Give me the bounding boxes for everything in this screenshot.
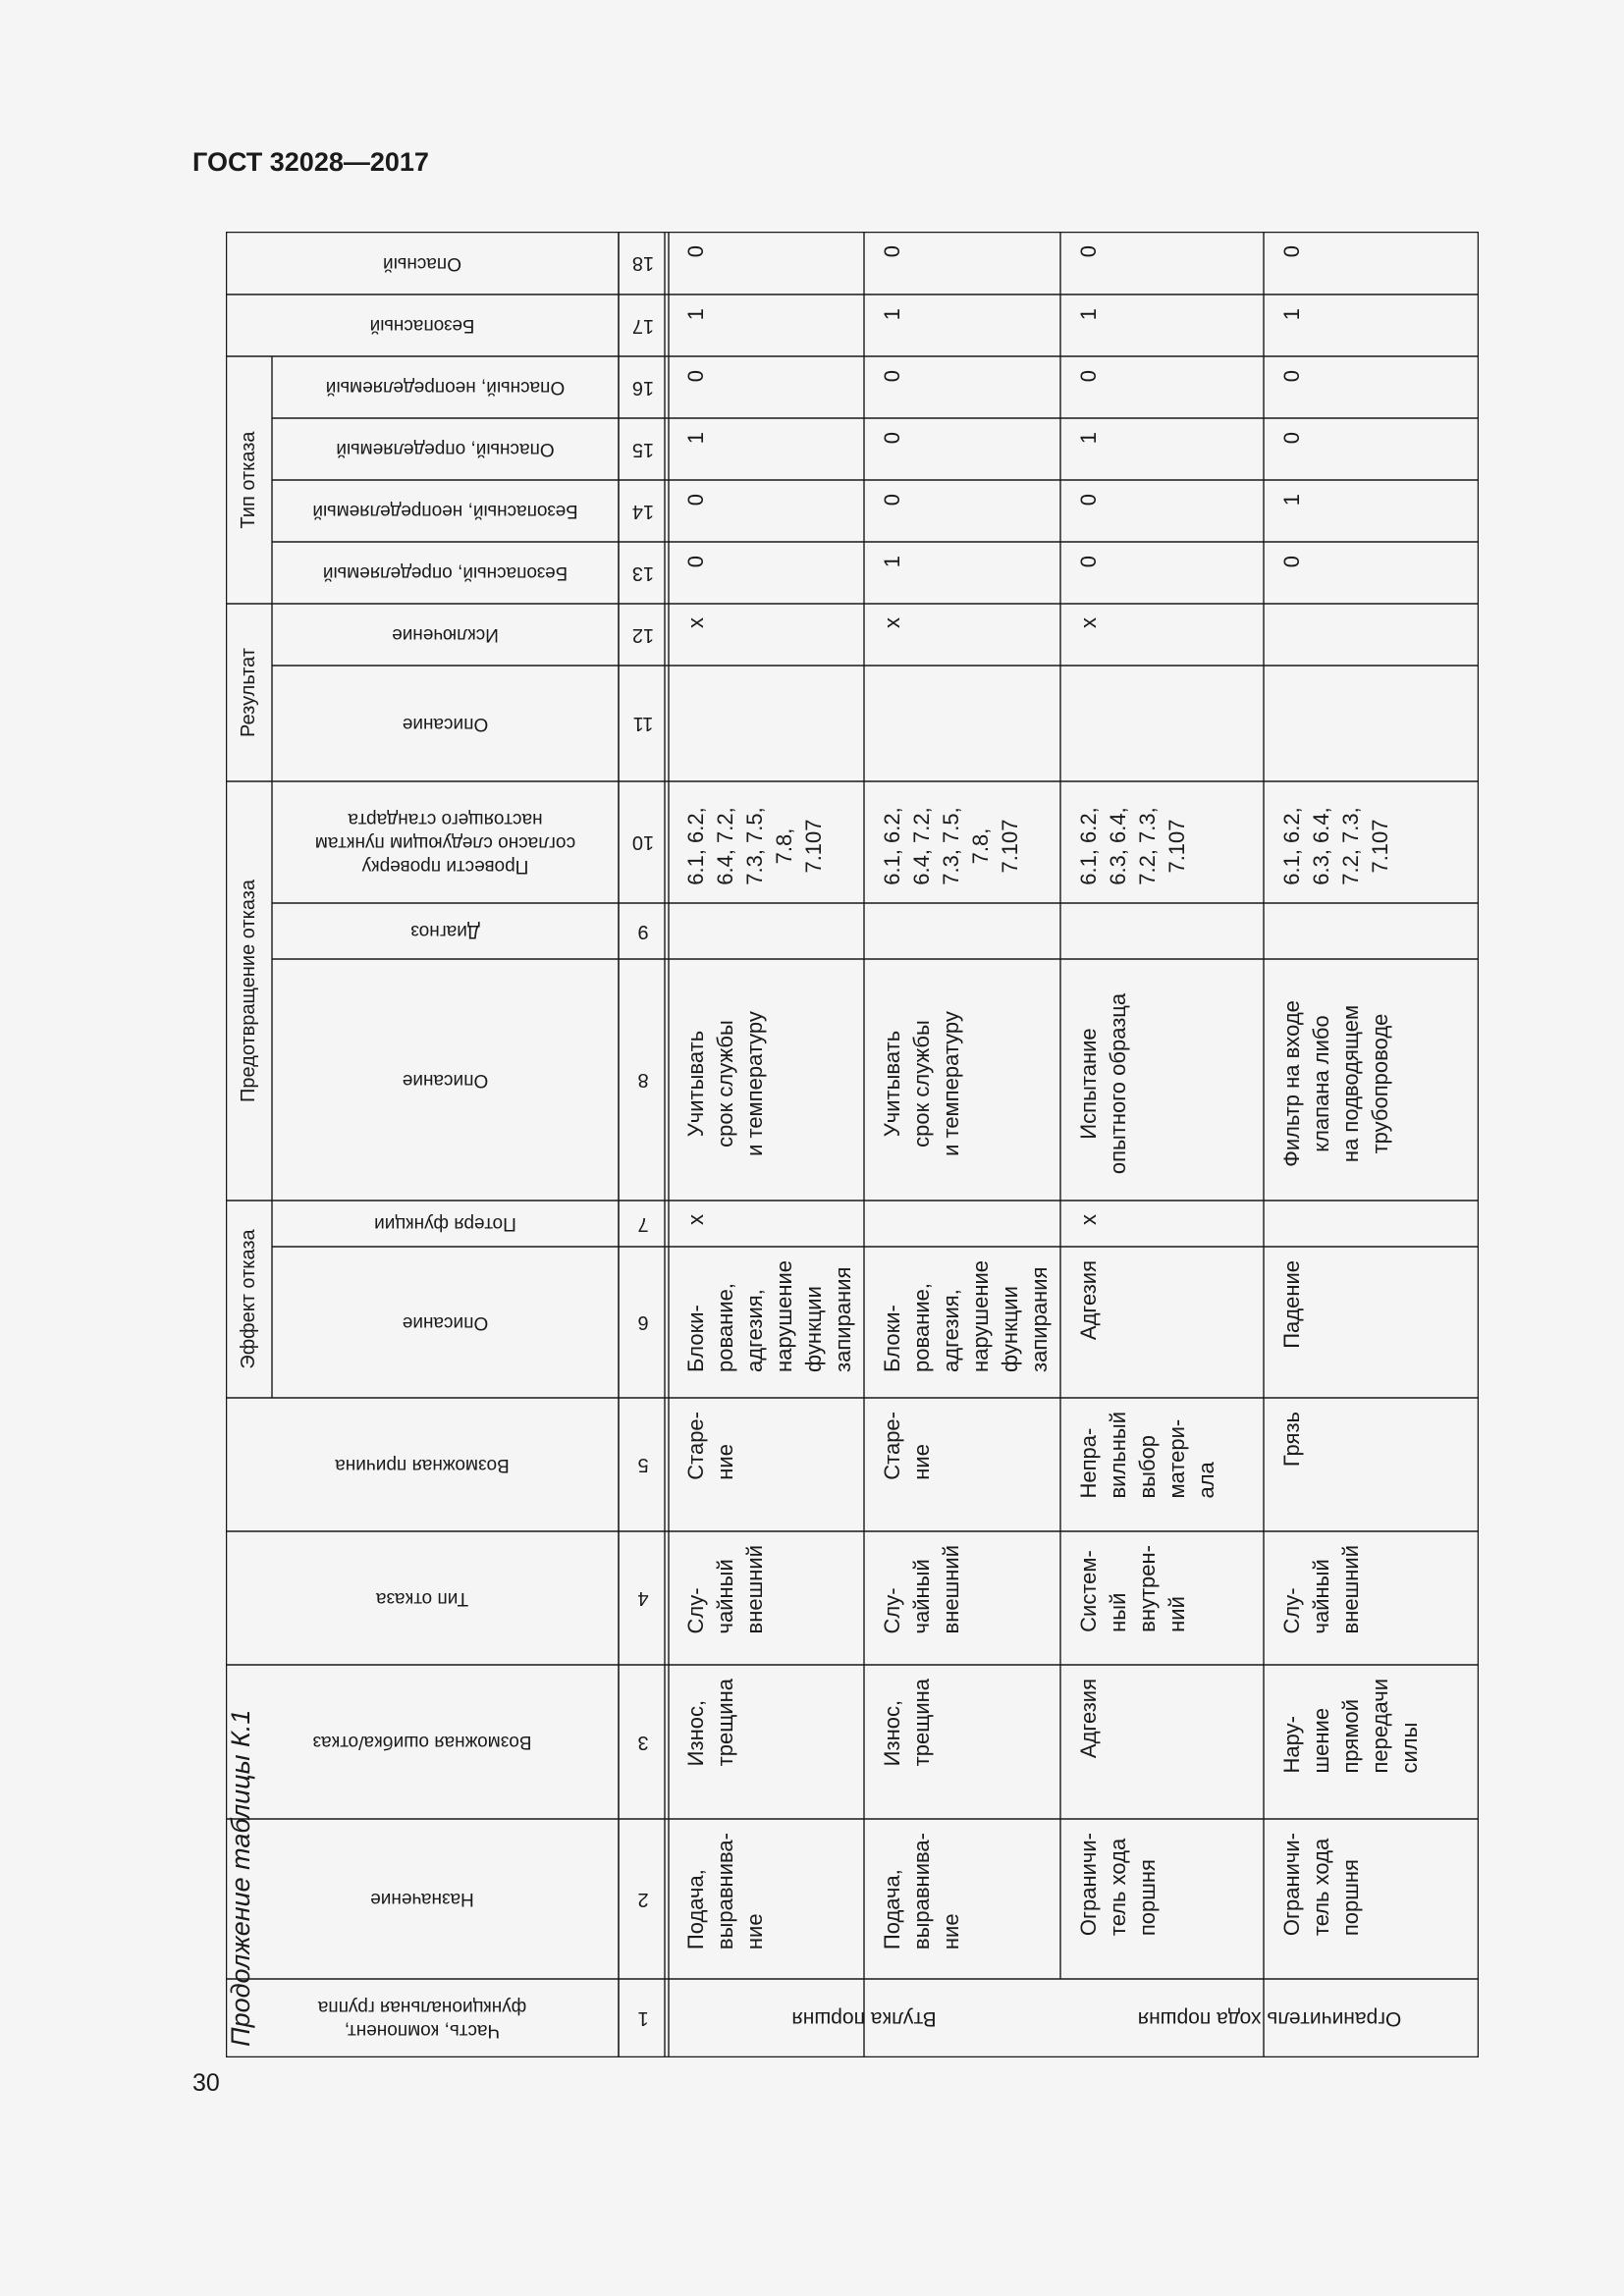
cell-text-c17: 1	[1076, 308, 1101, 321]
cell-rot-r0-c18	[668, 232, 864, 294]
cell-text-c4: Слу- чайный внешний	[880, 1545, 963, 1634]
cell-r0-c14	[668, 480, 864, 542]
cell-rot-r3-c6	[1264, 1247, 1479, 1398]
cell-r3-c9	[1264, 903, 1479, 959]
colnum-c15	[619, 418, 668, 480]
cell-rot-r0-c3	[668, 1665, 864, 1819]
header-label-c1: Часть, компонент, функциональная группа	[317, 1997, 527, 2041]
cell-rot-r3-c7	[1264, 1201, 1479, 1247]
cell-rot-r2-c5	[1060, 1398, 1264, 1531]
header-c15	[272, 418, 619, 480]
cell-text-c10: 6.1, 6.2, 6.4, 7.2, 7.3, 7.5, 7.8, 7.107	[880, 807, 1022, 885]
cell-rot-r1-c11	[864, 666, 1060, 781]
cell-r1-c7	[864, 1201, 1060, 1247]
cell-rot-r2-c2	[1060, 1819, 1264, 1979]
group-label-prevention: Предотвращение отказа	[238, 879, 259, 1103]
cell-text-c15: 0	[1279, 432, 1304, 445]
cell-r1-c10	[864, 781, 1060, 903]
cell-text-c2: Ограничи- тель хода поршня	[1279, 1833, 1363, 1937]
column-number-c10: 10	[631, 831, 655, 854]
cell-r2-c8	[1060, 959, 1264, 1201]
cell-r2-c7	[1060, 1201, 1264, 1247]
header-label-c10: Провести проверку согласно следующим пунктам настоящего стандарта	[314, 809, 576, 877]
cell-text-c17: 1	[880, 308, 904, 321]
cell-rot-r0-c17	[668, 294, 864, 356]
cell-r2-c5	[1060, 1398, 1264, 1531]
header-c2	[226, 1819, 619, 1979]
row-label-0: Втулка поршня	[791, 2007, 937, 2030]
header-c5	[226, 1398, 619, 1531]
header-label-c14: Безопасный, неопределяемый	[312, 501, 578, 522]
header-label-c3: Возможная ошибка/отказ	[312, 1732, 532, 1753]
cell-r2-c2	[1060, 1819, 1264, 1979]
colnum-c11	[619, 666, 668, 781]
cell-text-c4: Слу- чайный внешний	[683, 1545, 767, 1634]
cell-rot-r1-c15	[864, 418, 1060, 480]
header-c8	[272, 959, 619, 1201]
cell-rot-r3-c13	[1264, 542, 1479, 604]
header-label-c13: Безопасный, определяемый	[322, 562, 568, 584]
cell-r0-c8	[668, 959, 864, 1201]
cell-rot-r3-c9	[1264, 903, 1479, 959]
cell-r1-c8	[864, 959, 1060, 1201]
cell-r3-c11	[1264, 666, 1479, 781]
cell-text-c6: Блоки- рование, адгезия, нарушение функции запирания	[880, 1260, 1052, 1372]
header-label-c6: Описание	[402, 1311, 489, 1333]
cell-text-c4: Слу- чайный внешний	[1279, 1545, 1363, 1634]
cell-rot-r1-c18	[864, 232, 1060, 294]
cell-rot-r0-c2	[668, 1819, 864, 1979]
cell-rot-r0-c15	[668, 418, 864, 480]
cell-text-c2: Подача, выравнива- ние	[683, 1833, 767, 1950]
cell-r0-c9	[668, 903, 864, 959]
header-label-c7: Потеря функции	[374, 1213, 516, 1235]
column-number-c12: 12	[631, 624, 655, 646]
cell-rot-r3-c14	[1264, 480, 1479, 542]
cell-rot-r3-c2	[1264, 1819, 1479, 1979]
cell-rot-r1-c17	[864, 294, 1060, 356]
cell-rot-r3-c16	[1264, 356, 1479, 418]
cell-r0-c15	[668, 418, 864, 480]
cell-r0-c6	[668, 1247, 864, 1398]
cell-text-c3: Износ, трещина	[880, 1679, 934, 1767]
cell-rot-r3-c8	[1264, 959, 1479, 1201]
cell-text-c7: x	[683, 1214, 708, 1225]
colnum-c14	[619, 480, 668, 542]
cell-text-c15: 0	[880, 432, 904, 445]
cell-text-c3: Нару- шение прямой передачи силы	[1279, 1679, 1422, 1774]
cell-text-c12: x	[1076, 617, 1101, 628]
cell-rot-r0-c6	[668, 1247, 864, 1398]
cell-r1-c17	[864, 294, 1060, 356]
row-label-1: Ограничитель хода поршня	[1137, 2007, 1402, 2030]
cell-rot-r1-c13	[864, 542, 1060, 604]
row-label-cell-0	[668, 1979, 1060, 2057]
cell-rot-r1-c12	[864, 604, 1060, 666]
colnum-c13	[619, 542, 668, 604]
column-number-c3: 3	[637, 1732, 649, 1753]
cell-r3-c16	[1264, 356, 1479, 418]
cell-r0-c7	[668, 1201, 864, 1247]
cell-r2-c18	[1060, 232, 1264, 294]
colnum-c6	[619, 1247, 668, 1398]
cell-rot-r0-c12	[668, 604, 864, 666]
cell-text-c12: x	[683, 617, 708, 628]
cell-text-c18: 0	[880, 245, 904, 258]
cell-text-c17: 1	[683, 308, 708, 321]
document-header: ГОСТ 32028—2017	[192, 147, 429, 177]
failure-analysis-table	[226, 232, 1479, 2057]
column-number-c15: 15	[631, 439, 655, 460]
cell-r3-c7	[1264, 1201, 1479, 1247]
cell-text-c5: Грязь	[1279, 1412, 1304, 1468]
cell-r0-c17	[668, 294, 864, 356]
cell-r1-c5	[864, 1398, 1060, 1531]
cell-rot-r1-c6	[864, 1247, 1060, 1398]
cell-r1-c12	[864, 604, 1060, 666]
cell-r3-c8	[1264, 959, 1479, 1201]
column-number-c14: 14	[631, 501, 655, 522]
cell-text-c14: 0	[1076, 494, 1101, 507]
cell-text-c3: Износ, трещина	[683, 1679, 737, 1767]
header-label-c5: Возможная причина	[335, 1454, 510, 1475]
cell-text-c2: Подача, выравнива- ние	[880, 1833, 963, 1950]
cell-r3-c3	[1264, 1665, 1479, 1819]
cell-r0-c16	[668, 356, 864, 418]
cell-rot-r1-c8	[864, 959, 1060, 1201]
cell-rot-r1-c16	[864, 356, 1060, 418]
page-number: 30	[192, 2069, 220, 2097]
group-prevention	[226, 781, 272, 1201]
cell-rot-r1-c4	[864, 1531, 1060, 1665]
cell-rot-r3-c12	[1264, 604, 1479, 666]
cell-rot-r2-c4	[1060, 1531, 1264, 1665]
cell-r2-c9	[1060, 903, 1264, 959]
cell-rot-r2-c14	[1060, 480, 1264, 542]
group-label-fail_type: Тип отказа	[238, 431, 259, 529]
cell-r3-c4	[1264, 1531, 1479, 1665]
cell-text-c5: Старе- ние	[683, 1412, 737, 1480]
header-label-c15: Опасный, определяемый	[336, 439, 555, 460]
cell-text-c18: 0	[1076, 245, 1101, 258]
cell-r0-c5	[668, 1398, 864, 1531]
cell-text-c14: 1	[1279, 494, 1304, 507]
colnum-c9	[619, 903, 668, 959]
cell-rot-r0-c4	[668, 1531, 864, 1665]
column-number-c1: 1	[637, 2007, 649, 2030]
group-fail_type	[226, 356, 272, 604]
cell-r2-c3	[1060, 1665, 1264, 1819]
header-c1	[226, 1979, 619, 2057]
column-number-c2: 2	[637, 1889, 649, 1910]
cell-r1-c11	[864, 666, 1060, 781]
cell-r1-c14	[864, 480, 1060, 542]
cell-text-c16: 0	[683, 370, 708, 383]
cell-rot-r2-c7	[1060, 1201, 1264, 1247]
cell-r3-c13	[1264, 542, 1479, 604]
cell-rot-r0-c16	[668, 356, 864, 418]
header-c14	[272, 480, 619, 542]
cell-text-c2: Ограничи- тель хода поршня	[1076, 1833, 1160, 1937]
cell-r1-c13	[864, 542, 1060, 604]
cell-text-c8: Учитывать срок службы и температуру	[880, 1011, 963, 1156]
column-number-c18: 18	[631, 252, 655, 275]
cell-rot-r1-c10	[864, 781, 1060, 903]
column-number-c5: 5	[637, 1454, 649, 1476]
cell-rot-r3-c11	[1264, 666, 1479, 781]
cell-rot-r0-c7	[668, 1201, 864, 1247]
colnum-c18	[619, 232, 668, 294]
cell-text-c13: 0	[683, 556, 708, 568]
header-c18	[226, 232, 619, 294]
cell-text-c17: 1	[1279, 308, 1304, 321]
cell-text-c6: Адгезия	[1076, 1260, 1101, 1341]
cell-r2-c13	[1060, 542, 1264, 604]
cell-text-c16: 0	[1076, 370, 1101, 383]
colnum-c5	[619, 1398, 668, 1531]
cell-r2-c10	[1060, 781, 1264, 903]
group-rot-effect	[226, 1201, 272, 1398]
cell-rot-r2-c15	[1060, 418, 1264, 480]
colnum-c12	[619, 604, 668, 666]
header-label-c4: Тип отказа	[375, 1587, 469, 1609]
cell-r0-c3	[668, 1665, 864, 1819]
cell-r0-c11	[668, 666, 864, 781]
cell-text-c8: Фильтр на входе клапана либо на подводящем трубопроводе	[1279, 1000, 1392, 1167]
colnum-c8	[619, 959, 668, 1201]
cell-rot-r3-c10	[1264, 781, 1479, 903]
cell-r3-c12	[1264, 604, 1479, 666]
cell-text-c8: Испытание опытного образца	[1076, 992, 1130, 1175]
colnum-c4	[619, 1531, 668, 1665]
cell-r1-c6	[864, 1247, 1060, 1398]
cell-rot-r3-c18	[1264, 232, 1479, 294]
cell-r3-c5	[1264, 1398, 1479, 1531]
colnum-c3	[619, 1665, 668, 1819]
header-label-c2: Назначение	[370, 1889, 474, 1910]
cell-rot-r1-c9	[864, 903, 1060, 959]
cell-rot-r3-c5	[1264, 1398, 1479, 1531]
cell-text-c3: Адгезия	[1076, 1679, 1101, 1759]
cell-text-c5: Старе- ние	[880, 1412, 934, 1480]
column-number-c11: 11	[632, 713, 654, 735]
cell-r1-c9	[864, 903, 1060, 959]
cell-text-c6: Падение	[1279, 1260, 1304, 1349]
colnum-c2	[619, 1819, 668, 1979]
group-rot-prevention	[226, 781, 272, 1201]
cell-rot-r2-c3	[1060, 1665, 1264, 1819]
cell-r3-c14	[1264, 480, 1479, 542]
cell-rot-r0-c13	[668, 542, 864, 604]
cell-rot-r2-c17	[1060, 294, 1264, 356]
header-c13	[272, 542, 619, 604]
header-label-c12: Исключение	[392, 624, 499, 646]
colnum-c17	[619, 294, 668, 356]
cell-text-c13: 0	[1279, 556, 1304, 568]
cell-r2-c4	[1060, 1531, 1264, 1665]
cell-r0-c2	[668, 1819, 864, 1979]
cell-rot-r3-c15	[1264, 418, 1479, 480]
column-number-c7: 7	[637, 1213, 649, 1235]
cell-rot-r3-c3	[1264, 1665, 1479, 1819]
cell-rot-r2-c9	[1060, 903, 1264, 959]
cell-text-c15: 1	[1076, 432, 1101, 445]
column-number-c13: 13	[631, 562, 655, 584]
cell-text-c7: x	[1076, 1214, 1101, 1225]
cell-rot-r0-c10	[668, 781, 864, 903]
cell-r2-c14	[1060, 480, 1264, 542]
colnum-c10	[619, 781, 668, 903]
header-label-c17: Безопасный	[369, 315, 475, 337]
header-c12	[272, 604, 619, 666]
header-label-c18: Опасный	[383, 252, 461, 274]
column-number-c8: 8	[637, 1069, 649, 1092]
group-label-effect: Эффект отказа	[238, 1229, 259, 1369]
header-c17	[226, 294, 619, 356]
cell-r1-c16	[864, 356, 1060, 418]
cell-r2-c12	[1060, 604, 1264, 666]
cell-rot-r1-c3	[864, 1665, 1060, 1819]
cell-rot-r2-c18	[1060, 232, 1264, 294]
cell-rot-r1-c5	[864, 1398, 1060, 1531]
header-label-c16: Опасный, неопределяемый	[325, 377, 566, 399]
cell-text-c12: x	[880, 617, 904, 628]
cell-rot-r0-c8	[668, 959, 864, 1201]
group-label-result: Результат	[238, 648, 259, 737]
column-number-c6: 6	[637, 1311, 649, 1334]
cell-r1-c3	[864, 1665, 1060, 1819]
cell-text-c10: 6.1, 6.2, 6.4, 7.2, 7.3, 7.5, 7.8, 7.107	[683, 807, 826, 885]
cell-r0-c4	[668, 1531, 864, 1665]
cell-r2-c17	[1060, 294, 1264, 356]
cell-text-c15: 1	[683, 432, 708, 445]
cell-text-c6: Блоки- рование, адгезия, нарушение функции запирания	[683, 1260, 855, 1372]
cell-r2-c15	[1060, 418, 1264, 480]
cell-rot-r2-c11	[1060, 666, 1264, 781]
cell-text-c16: 0	[1279, 370, 1304, 383]
cell-rot-r2-c13	[1060, 542, 1264, 604]
cell-text-c10: 6.1, 6.2, 6.3, 6.4, 7.2, 7.3, 7.107	[1279, 807, 1392, 885]
column-number-c4: 4	[637, 1587, 649, 1610]
cell-r1-c2	[864, 1819, 1060, 1979]
column-number-c17: 17	[631, 315, 655, 337]
table-caption: Продолжение таблицы К.1	[226, 1709, 255, 2047]
cell-rot-r2-c16	[1060, 356, 1264, 418]
cell-rot-r1-c7	[864, 1201, 1060, 1247]
cell-r3-c10	[1264, 781, 1479, 903]
group-effect	[226, 1201, 272, 1398]
header-label-c9: Диагноз	[410, 921, 480, 942]
cell-rot-r1-c14	[864, 480, 1060, 542]
cell-text-c14: 0	[880, 494, 904, 507]
column-number-c9: 9	[637, 921, 649, 942]
cell-rot-r2-c6	[1060, 1247, 1264, 1398]
group-result	[226, 604, 272, 781]
cell-r3-c2	[1264, 1819, 1479, 1979]
header-c9	[272, 903, 619, 959]
cell-r2-c11	[1060, 666, 1264, 781]
colnum-c16	[619, 356, 668, 418]
cell-r2-c6	[1060, 1247, 1264, 1398]
cell-r1-c18	[864, 232, 1060, 294]
cell-rot-r0-c11	[668, 666, 864, 781]
cell-r0-c13	[668, 542, 864, 604]
cell-rot-r2-c10	[1060, 781, 1264, 903]
cell-rot-r2-c12	[1060, 604, 1264, 666]
cell-text-c16: 0	[880, 370, 904, 383]
cell-r3-c18	[1264, 232, 1479, 294]
cell-r2-c16	[1060, 356, 1264, 418]
cell-rot-r1-c2	[864, 1819, 1060, 1979]
header-c7	[272, 1201, 619, 1247]
cell-r3-c15	[1264, 418, 1479, 480]
cell-text-c8: Учитывать срок службы и температуру	[683, 1011, 767, 1156]
cell-text-c18: 0	[1279, 245, 1304, 258]
cell-text-c18: 0	[683, 245, 708, 258]
cell-r3-c6	[1264, 1247, 1479, 1398]
header-label-c11: Описание	[402, 713, 489, 734]
cell-text-c13: 1	[880, 556, 904, 568]
cell-text-c14: 0	[683, 494, 708, 507]
cell-rot-r0-c5	[668, 1398, 864, 1531]
header-c6	[272, 1247, 619, 1398]
cell-r1-c15	[864, 418, 1060, 480]
header-c4	[226, 1531, 619, 1665]
cell-text-c4: Систем- ный внутрен- ний	[1076, 1545, 1189, 1632]
colnum-c1	[619, 1979, 668, 2057]
group-rot-fail_type	[226, 356, 272, 604]
cell-rot-r2-c8	[1060, 959, 1264, 1201]
colnum-c7	[619, 1201, 668, 1247]
cell-rot-r0-c9	[668, 903, 864, 959]
cell-r3-c17	[1264, 294, 1479, 356]
column-number-c16: 16	[631, 377, 655, 399]
cell-rot-r3-c4	[1264, 1531, 1479, 1665]
row-label-cell-1	[1060, 1979, 1479, 2057]
cell-text-c13: 0	[1076, 556, 1101, 568]
header-label-c8: Описание	[402, 1069, 489, 1091]
cell-text-c10: 6.1, 6.2, 6.3, 6.4, 7.2, 7.3, 7.107	[1076, 807, 1189, 885]
header-c11	[272, 666, 619, 781]
header-c3	[226, 1665, 619, 1819]
cell-r0-c18	[668, 232, 864, 294]
cell-rot-r0-c14	[668, 480, 864, 542]
header-c10	[272, 781, 619, 903]
cell-r1-c4	[864, 1531, 1060, 1665]
cell-rot-r3-c17	[1264, 294, 1479, 356]
cell-r0-c10	[668, 781, 864, 903]
cell-r0-c12	[668, 604, 864, 666]
group-rot-result	[226, 604, 272, 781]
header-c16	[272, 356, 619, 418]
cell-text-c5: Непра- вильный выбор матери- ала	[1076, 1412, 1218, 1499]
